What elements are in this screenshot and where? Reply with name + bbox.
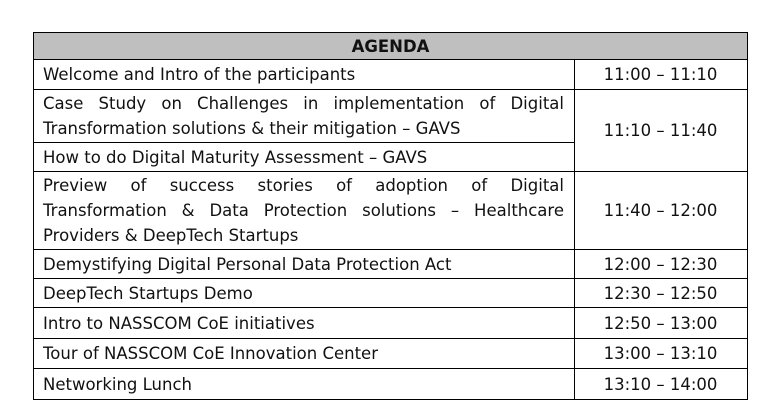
agenda-topic: DeepTech Startups Demo — [34, 279, 575, 308]
agenda-time: 13:00 – 13:10 — [575, 339, 748, 369]
agenda-header-row — [34, 33, 748, 60]
agenda-topic: Preview of success stories of adoption of Digital Transformation & Data Protection solutions – Healthcare Providers & DeepTech Startups — [34, 172, 575, 250]
agenda-time: 13:10 – 14:00 — [575, 369, 748, 400]
agenda-topic: Tour of NASSCOM CoE Innovation Center — [34, 339, 575, 369]
agenda-time: 11:10 – 11:40 — [575, 90, 748, 172]
agenda-time: 12:00 – 12:30 — [575, 250, 748, 279]
agenda-time: 12:50 – 13:00 — [575, 308, 748, 339]
table-row — [34, 250, 748, 279]
agenda-time: 11:40 – 12:00 — [575, 172, 748, 250]
agenda-time: 11:00 – 11:10 — [575, 60, 748, 90]
agenda-topic: Demystifying Digital Personal Data Protection Act — [34, 250, 575, 279]
agenda-topic: Case Study on Challenges in implementation of Digital Transformation solutions & their mitigation – GAVS — [34, 90, 575, 143]
agenda-topic: Welcome and Intro of the participants — [34, 60, 575, 90]
table-row — [34, 279, 748, 308]
table-row — [34, 308, 748, 339]
table-row — [34, 369, 748, 400]
table-row — [34, 172, 748, 250]
agenda-topic: Intro to NASSCOM CoE initiatives — [34, 308, 575, 339]
agenda-topic: How to do Digital Maturity Assessment – GAVS — [34, 143, 575, 172]
agenda-topic: Networking Lunch — [34, 369, 575, 400]
agenda-time: 12:30 – 12:50 — [575, 279, 748, 308]
table-row — [34, 60, 748, 90]
agenda-table — [33, 32, 748, 400]
table-row — [34, 90, 748, 143]
agenda-title: AGENDA — [34, 33, 748, 60]
table-row — [34, 339, 748, 369]
